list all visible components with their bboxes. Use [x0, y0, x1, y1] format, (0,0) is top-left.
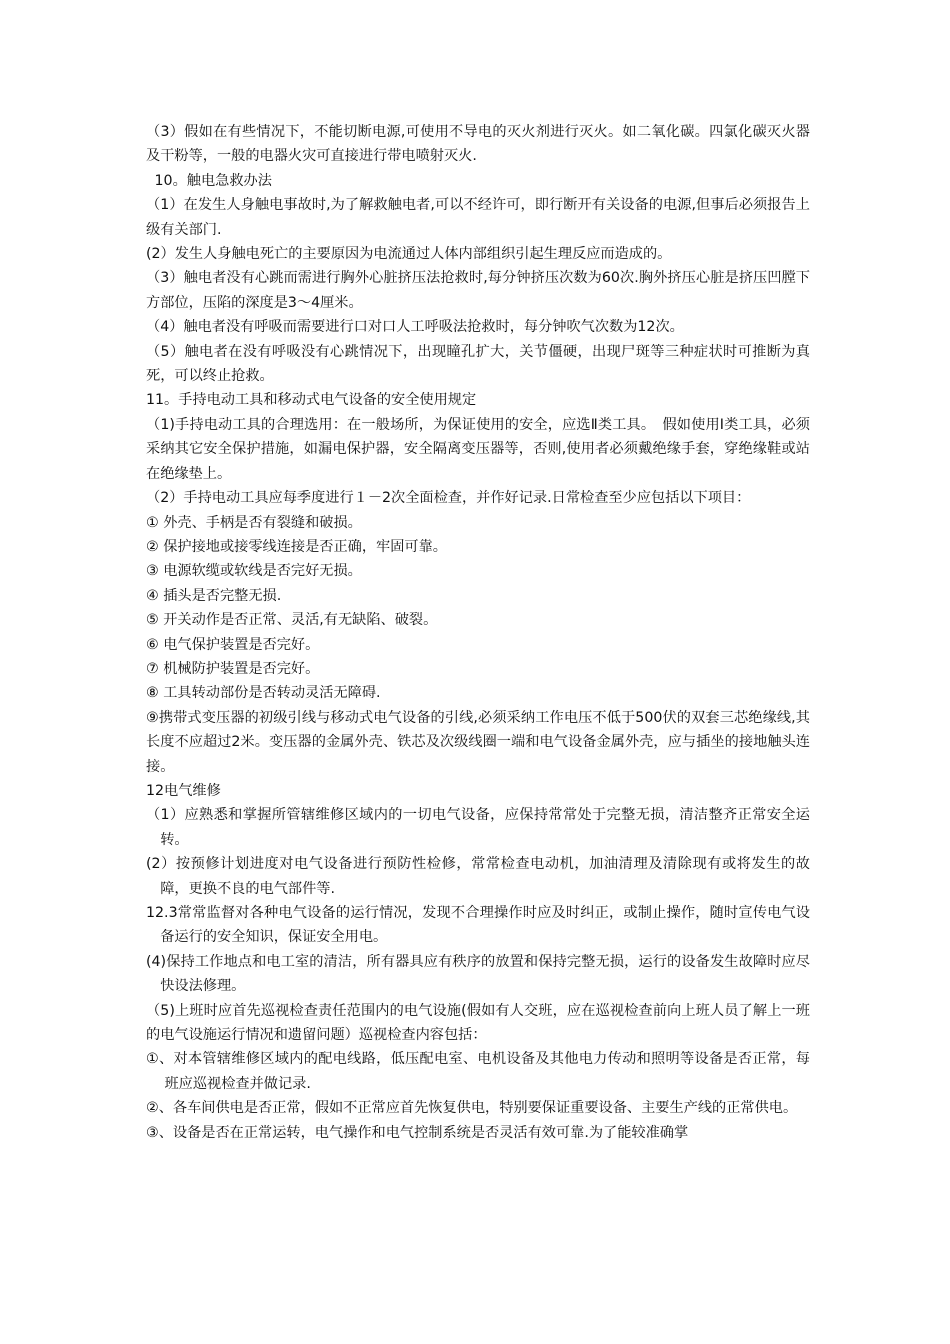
paragraph-shock-rescue-5: （5）触电者在没有呼吸没有心跳情况下，出现瞳孔扩大，关节僵硬，出现尸斑等三种症状时可推断为真死，可以终止抢救。 [146, 343, 810, 385]
list-item: ③、设备是否在正常运转，电气操作和电气控制系统是否灵活有效可靠.为了能较准确掌 [146, 1124, 689, 1141]
paragraph-shock-rescue-2: (2）发生人身触电死亡的主要原因为电流通过人体内部组织引起生理反应而造成的。 [146, 246, 672, 263]
list-item: ④ 插头是否完整无损. [146, 587, 282, 604]
paragraph-tool-selection: （1)手持电动工具的合理选用：在一般场所，为保证使用的安全，应选Ⅱ类工具。 假如使用Ⅰ类工具，必须采纳其它安全保护措施，如漏电保护器，安全隔离变压器等，否则,使用者必须戴绝缘手套，穿绝缘鞋或站在绝缘垫上。 [146, 416, 810, 482]
list-item: ① 外壳、手柄是否有裂缝和破损。 [146, 514, 362, 531]
document-body [146, 120, 810, 1145]
list-item: ⑤ 开关动作是否正常、灵活,有无缺陷、破裂。 [146, 612, 438, 629]
heading-hand-tools-safety: 11。手持电动工具和移动式电气设备的安全使用规定 [146, 392, 477, 409]
paragraph-tool-inspection: （2）手持电动工具应每季度进行１－2次全面检查，并作好记录.日常检查至少应包括以下项目： [146, 490, 751, 507]
list-item: ①、对本管辖维修区域内的配电线路，低压配电室、电机设备及其他电力传动和照明等设备是否正常，每班应巡视检查并做记录. [146, 1051, 810, 1092]
paragraph-shock-rescue-1: （1）在发生人身触电事故时,为了解救触电者,可以不经许可，即行断开有关设备的电源,但事后必须报告上级有关部门. [146, 197, 810, 238]
paragraph-maintenance-2: (2）按预修计划进度对电气设备进行预防性检修，常常检查电动机，加油清理及清除现有或将发生的故障，更换不良的电气部件等. [146, 856, 810, 897]
list-item: ⑥ 电气保护装置是否完好。 [146, 636, 320, 653]
paragraph-maintenance-1: （1）应熟悉和掌握所管辖维修区域内的一切电气设备，应保持常常处于完整无损，清洁整齐正常安全运转。 [146, 807, 810, 848]
list-item: ⑧ 工具转动部份是否转动灵活无障碍. [146, 685, 381, 702]
paragraph-maintenance-3: 12.3常常监督对各种电气设备的运行情况，发现不合理操作时应及时纠正，或制止操作，随时宣传电气设备运行的安全知识，保证安全用电。 [146, 905, 810, 946]
list-item: ② 保护接地或接零线连接是否正确，牢固可靠。 [146, 538, 447, 555]
list-item: ②、各车间供电是否正常，假如不正常应首先恢复供电，特别要保证重要设备、主要生产线的正常供电。 [146, 1100, 798, 1117]
paragraph-shock-rescue-4: （4）触电者没有呼吸而需要进行口对口人工呼吸法抢救时，每分钟吹气次数为12次。 [146, 319, 684, 336]
paragraph-maintenance-5: （5)上班时应首先巡视检查责任范围内的电气设施(假如有人交班，应在巡视检查前向上班人员了解上一班的电气设施运行情况和遗留问题）巡视检查内容包括： [146, 1002, 810, 1044]
heading-electric-shock-first-aid: 10。触电急救办法 [154, 172, 272, 189]
list-item: ③ 电源软缆或软线是否完好无损。 [146, 563, 362, 580]
paragraph-maintenance-4: (4)保持工作地点和电工室的清洁，所有器具应有秩序的放置和保持完整无损，运行的设备发生故障时应尽快设法修理。 [146, 953, 810, 995]
heading-electrical-maintenance: 12电气维修 [146, 782, 221, 799]
paragraph-fire-extinguish: （3）假如在有些情况下，不能切断电源,可使用不导电的灭火剂进行灭火。如二氧化碳。四氯化碳灭火器及干粉等，一般的电器火灾可直接进行带电喷射灭火. [146, 124, 810, 165]
paragraph-transformer-leads: ⑨携带式变压器的初级引线与移动式电气设备的引线,必须采纳工作电压不低于500伏的双套三芯绝缘线,其长度不应超过2米。变压器的金属外壳、铁芯及次级线圈一端和电气设备金属外壳，应与插坐的接地触头连接。 [146, 709, 810, 775]
paragraph-shock-rescue-3: （3）触电者没有心跳而需进行胸外心脏挤压法抢救时,每分钟挤压次数为60次.胸外挤压心脏是挤压凹膛下方部位，压陷的深度是3～4厘米。 [146, 270, 810, 311]
list-item: ⑦ 机械防护装置是否完好。 [146, 660, 320, 677]
